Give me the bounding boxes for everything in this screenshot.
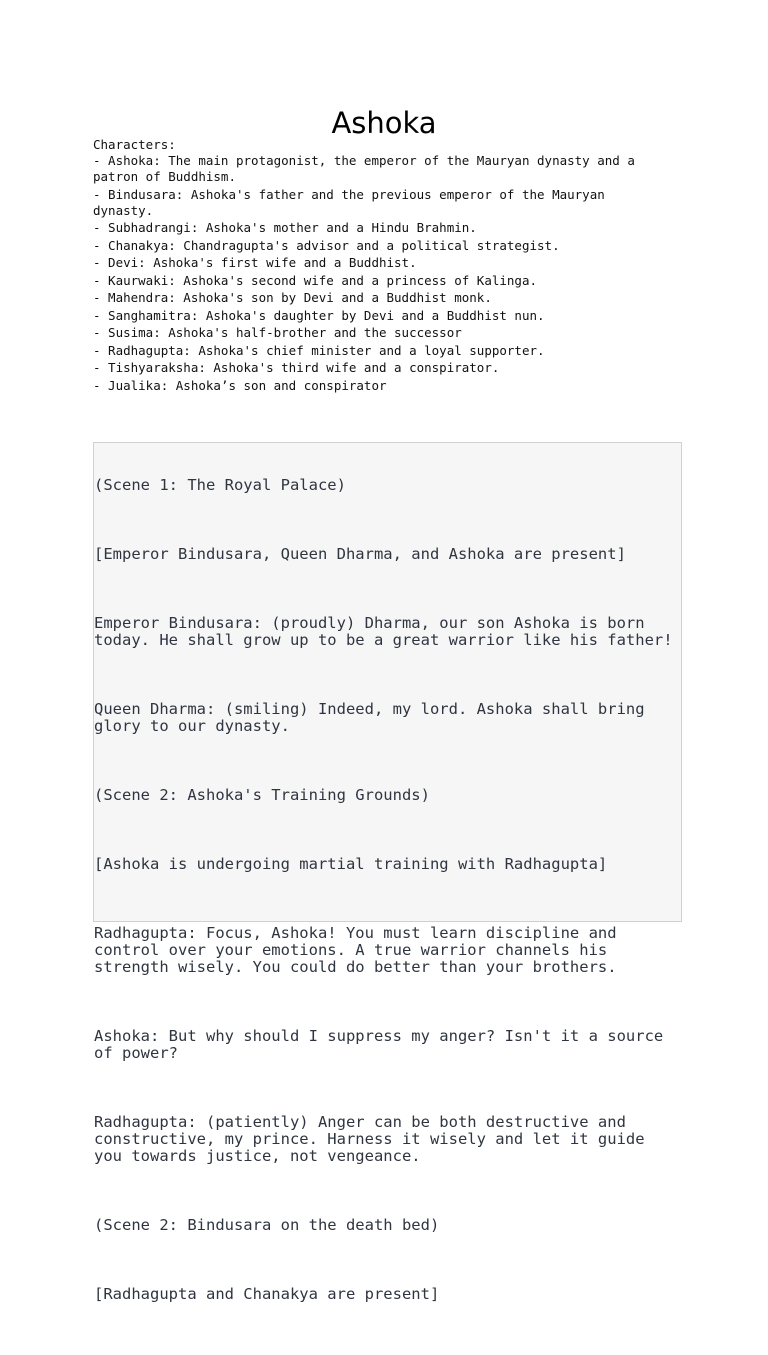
character-entry: - Chanakya: Chandragupta's advisor and a political strategist. bbox=[93, 237, 560, 253]
script-code-block bbox=[93, 442, 682, 1303]
script-paragraph: Radhagupta: Focus, Ashoka! You must learn discipline and control over your emotions. A true warrior channels his strength wisely. You could do better than your brothers. bbox=[94, 924, 617, 976]
character-entry: - Mahendra: Ashoka's son by Devi and a Buddhist monk. bbox=[93, 290, 492, 305]
character-entry: - Tishyaraksha: Ashoka's third wife and a conspirator. bbox=[93, 360, 500, 375]
script-paragraph: [Ashoka is undergoing martial training with Radhagupta] bbox=[94, 855, 608, 873]
script-paragraph: (Scene 2: Bindusara on the death bed) bbox=[94, 1216, 440, 1234]
script-paragraph: [Emperor Bindusara, Queen Dharma, and Ashoka are present] bbox=[94, 545, 626, 563]
characters-heading: Characters: bbox=[93, 137, 176, 152]
character-entry: - Kaurwaki: Ashoka's second wife and a princess of Kalinga. bbox=[93, 272, 538, 288]
script-paragraph: Radhagupta: (patiently) Anger can be both destructive and constructive, my prince. Harness it wisely and let it guide you towards justice, not vengeance. bbox=[94, 1113, 645, 1165]
script-paragraph: Queen Dharma: (smiling) Indeed, my lord. Ashoka shall bring glory to our dynasty. bbox=[94, 700, 645, 735]
character-entry: - Sanghamitra: Ashoka's daughter by Devi and a Buddhist nun. bbox=[93, 307, 545, 323]
script-paragraph: [Radhagupta and Chanakya are present] bbox=[94, 1285, 440, 1303]
character-entry: - Subhadrangi: Ashoka's mother and a Hindu Brahmin. bbox=[93, 220, 477, 235]
character-entry: - Jualika: Ashoka’s son and conspirator bbox=[93, 377, 387, 393]
characters-list bbox=[93, 137, 683, 395]
character-entry: - Radhagupta: Ashoka's chief minister and a loyal supporter. bbox=[93, 342, 545, 358]
script-paragraph: (Scene 2: Ashoka's Training Grounds) bbox=[94, 786, 430, 804]
document-title: Ashoka bbox=[331, 106, 437, 141]
script-text bbox=[94, 443, 681, 1355]
script-paragraph: Emperor Bindusara: (proudly) Dharma, our son Ashoka is born today. He shall grow up to be a great warrior like his father! bbox=[94, 614, 673, 649]
character-entry: - Bindusara: Ashoka's father and the previous emperor of the Mauryan dynasty. bbox=[93, 186, 605, 218]
character-entry: - Ashoka: The main protagonist, the emperor of the Mauryan dynasty and a patron of Buddhism. bbox=[93, 153, 635, 184]
character-entry: - Devi: Ashoka's first wife and a Buddhist. bbox=[93, 255, 417, 270]
character-entry: - Susima: Ashoka's half-brother and the successor bbox=[93, 325, 462, 340]
script-paragraph: Ashoka: But why should I suppress my anger? Isn't it a source of power? bbox=[94, 1027, 664, 1062]
script-paragraph: (Scene 1: The Royal Palace) bbox=[94, 476, 346, 494]
